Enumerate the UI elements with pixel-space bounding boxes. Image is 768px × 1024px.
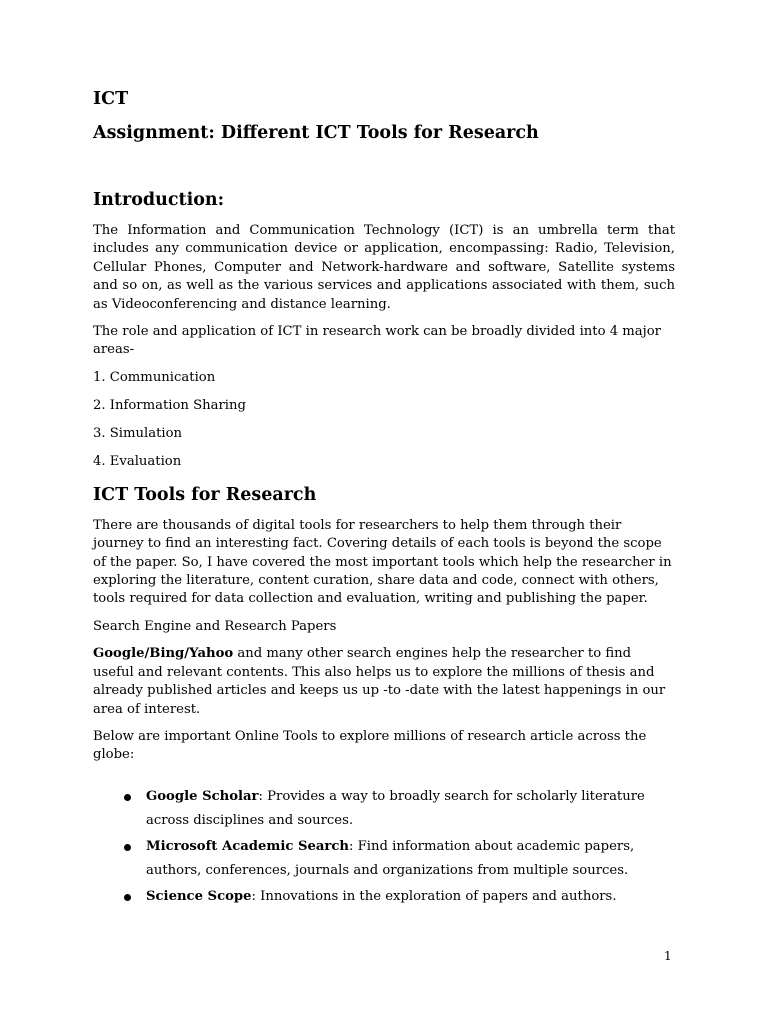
bullet-icon — [124, 794, 131, 801]
tool-name: Google Scholar — [146, 788, 259, 804]
document-title: ICT — [93, 89, 129, 109]
area-item-evaluation: 4. Evaluation — [93, 454, 182, 470]
tool-description: : Innovations in the exploration of papers and authors. — [251, 888, 617, 904]
area-item-communication: 1. Communication — [93, 369, 216, 385]
list-item — [93, 835, 675, 883]
search-engines-names: Google/Bing/Yahoo — [93, 646, 234, 662]
tool-name: Microsoft Academic Search — [146, 838, 349, 854]
bullet-icon — [124, 894, 131, 901]
tool-description: : Find information about academic papers, authors, conferences, journals and organizations from multiple sources. — [146, 838, 635, 878]
bullet-icon — [124, 844, 131, 851]
page-number: 1 — [664, 949, 672, 963]
introduction-heading: Introduction: — [93, 190, 225, 210]
area-item-information-sharing: 2. Information Sharing — [93, 398, 246, 414]
introduction-paragraph: The Information and Communication Technology (ICT) is an umbrella term that includes any communication device or application, encompassing: Radio, Television, Cellular Phones, Computer and Network-hardware and software, Satellite systems and so on, as well as the various services and applications associated with them, such as Videoconferencing and distance learning. — [93, 223, 675, 312]
search-engines-text: and many other search engines help the researcher to find useful and relevant contents. This also helps us to explore the millions of thesis and already published articles and keeps us up -to -date with the latest happenings in our area of interest. — [93, 646, 666, 717]
online-tools-intro: Below are important Online Tools to explore millions of research article across the globe: — [93, 728, 647, 763]
assignment-title: Assignment: Different ICT Tools for Research — [93, 123, 539, 143]
tool-name: Science Scope — [146, 888, 252, 904]
search-engines-paragraph — [93, 645, 675, 719]
search-engine-subheading: Search Engine and Research Papers — [93, 618, 337, 634]
tool-description: : Provides a way to broadly search for scholarly literature across disciplines and sources. — [146, 788, 645, 828]
list-item — [93, 785, 675, 833]
ict-tools-heading: ICT Tools for Research — [93, 484, 317, 505]
tools-paragraph: There are thousands of digital tools for researchers to help them through their journey to find an interesting fact. Covering details of each tools is beyond the scope of the paper. So, I have covered the most important tools which help the researcher in exploring the literature, content curation, share data and code, connect with others, tools required for data collection and evaluation, writing and publishing the paper. — [93, 517, 672, 607]
online-tools-list — [93, 785, 675, 909]
document-page — [93, 88, 675, 911]
list-item — [93, 885, 675, 909]
role-paragraph: The role and application of ICT in research work can be broadly divided into 4 major areas- — [93, 324, 661, 358]
area-item-simulation: 3. Simulation — [93, 426, 183, 442]
